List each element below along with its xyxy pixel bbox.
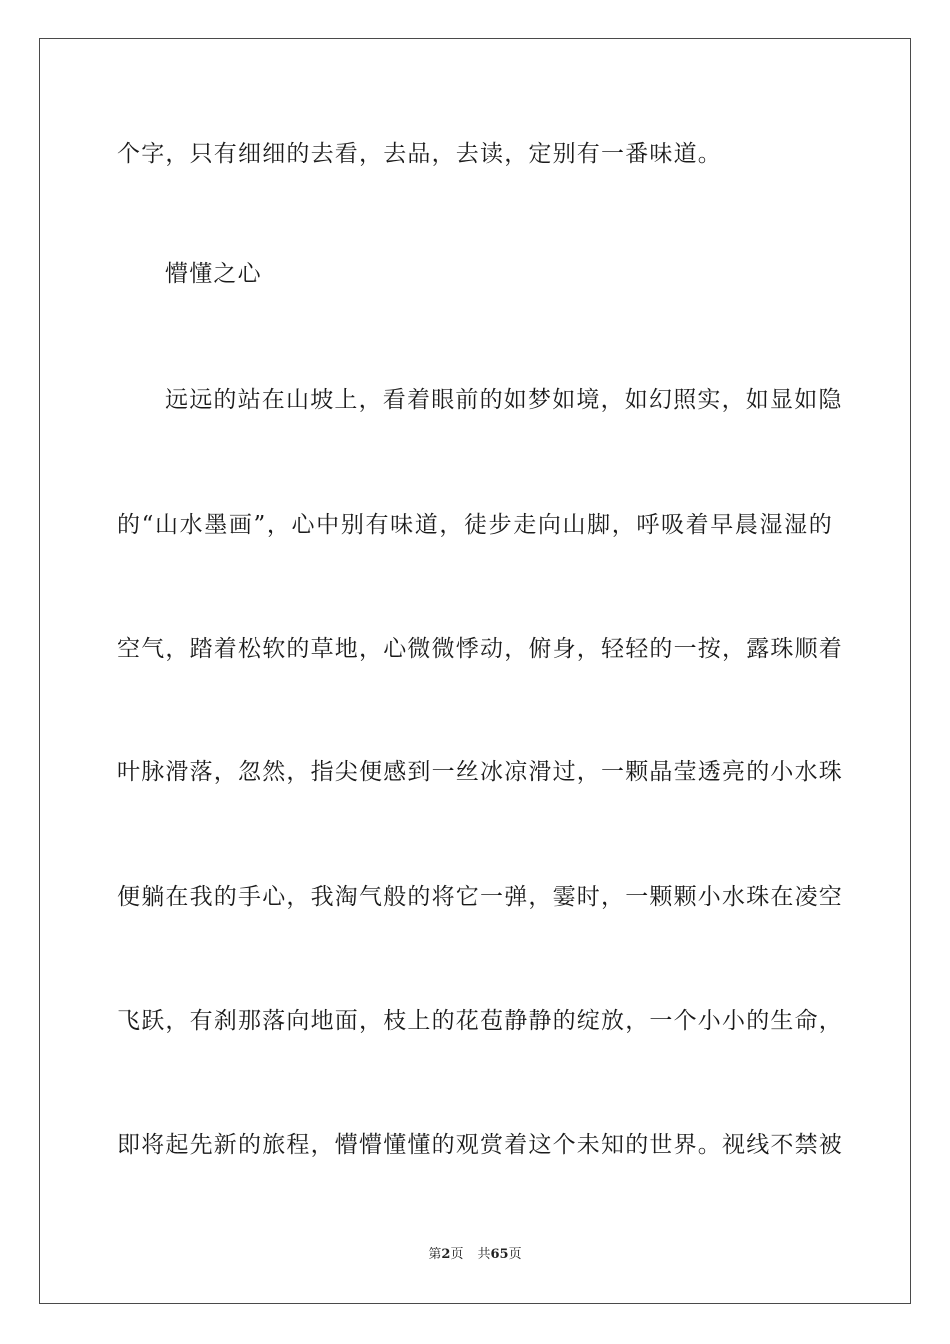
paragraph-line: 个字，只有细细的去看，去品，去读，定别有一番味道。	[117, 141, 722, 167]
paragraph-line: 即将起先新的旅程，懵懵懂懂的观赏着这个未知的世界。视线不禁被	[117, 1132, 843, 1158]
paragraph-line: 远远的站在山坡上，看着眼前的如梦如境，如幻照实，如显如隐	[165, 387, 843, 413]
section-heading: 懵懂之心	[165, 261, 262, 287]
page-suffix: 页	[450, 1247, 464, 1262]
total-prefix: 共	[477, 1247, 491, 1262]
paragraph-line: 飞跃，有刹那落向地面，枝上的花苞静静的绽放，一个小小的生命，	[117, 1008, 843, 1034]
paragraph-line: 的“山水墨画”，心中别有味道，徒步走向山脚，呼吸着早晨湿湿的	[117, 512, 833, 538]
paragraph-line: 便躺在我的手心，我淘气般的将它一弹，霎时，一颗颗小水珠在凌空	[117, 884, 843, 910]
total-pages: 65	[490, 1247, 509, 1262]
page-number: 2	[441, 1247, 451, 1262]
paragraph-line: 空气，踏着松软的草地，心微微悸动，俯身，轻轻的一按，露珠顺着	[117, 636, 843, 662]
total-suffix: 页	[508, 1247, 522, 1262]
page-footer	[0, 1246, 950, 1264]
page-border	[39, 38, 911, 1304]
page-prefix: 第	[428, 1247, 442, 1262]
paragraph-line: 叶脉滑落，忽然，指尖便感到一丝冰凉滑过，一颗晶莹透亮的小水珠	[117, 759, 843, 785]
